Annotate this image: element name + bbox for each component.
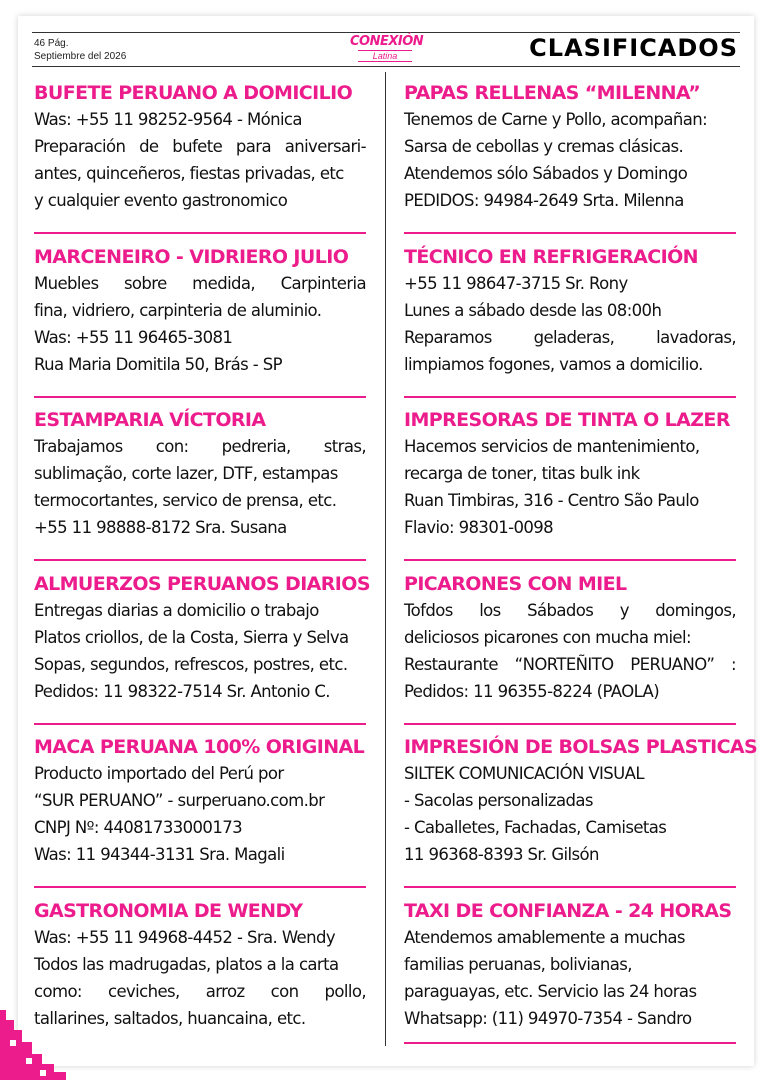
ad-title: IMPRESORAS DE TINTA O LAZER xyxy=(404,409,730,431)
section-title: CLASIFICADOS xyxy=(529,34,738,62)
ad-line: tallarines, saltados, huancaina, etc. xyxy=(34,1008,306,1028)
ad-line: CNPJ Nº: 44081733000173 xyxy=(34,818,243,837)
ad-separator xyxy=(404,1042,736,1044)
ad-line: Entregas diarias a domicilio o trabajo xyxy=(34,600,319,620)
classified-ad xyxy=(34,734,366,898)
ad-line: Pedidos: 11 96355-8224 (PAOLA) xyxy=(404,681,660,701)
conexion-latina-logo xyxy=(350,34,424,62)
ad-line: Sarsa de cebollas y cremas clásicas. xyxy=(404,137,684,156)
ad-title: MARCENEIRO - VIDRIERO JULIO xyxy=(34,245,349,268)
ad-line: Atendemos amablemente a muchas xyxy=(404,927,685,947)
ad-line: Was: +55 11 98252-9564 - Mónica xyxy=(34,110,302,129)
classified-ad xyxy=(34,407,366,571)
ad-line: SILTEK COMUNICACIÓN VISUAL xyxy=(404,764,644,783)
ad-line: - Sacolas personalizadas xyxy=(404,791,593,810)
ad-line: Was: 11 94344-3131 Sra. Magali xyxy=(34,845,285,864)
ad-line: limpiamos fogones, vamos a domicilio. xyxy=(404,354,703,374)
ad-title: MACA PERUANA 100% ORIGINAL xyxy=(34,736,365,758)
ad-line: Producto importado del Perú por xyxy=(34,764,284,783)
ad-line: Was: +55 11 96465-3081 xyxy=(34,327,233,347)
ad-title: TÉCNICO EN REFRIGERACIÓN xyxy=(404,245,698,268)
ad-line: Restaurante “NORTEÑITO PERUANO” : xyxy=(404,654,736,674)
ad-line: Rua Maria Domitila 50, Brás - SP xyxy=(34,354,283,374)
ad-line: Muebles sobre medida, Carpinteria xyxy=(34,273,366,293)
ad-line: “SUR PERUANO” - surperuano.com.br xyxy=(34,791,325,810)
ad-line: como: ceviches, arroz con pollo, xyxy=(34,981,366,1001)
ad-line: Hacemos servicios de mantenimiento, xyxy=(404,437,700,456)
ad-line: Whatsapp: (11) 94970-7354 - Sandro xyxy=(404,1008,692,1028)
ad-title: IMPRESIÓN DE BOLSAS PLASTICAS xyxy=(404,736,758,758)
ad-line: PEDIDOS: 94984-2649 Srta. Milenna xyxy=(404,191,684,210)
right-column xyxy=(404,80,758,1061)
page-info xyxy=(34,37,126,63)
ad-line: Atendemos sólo Sábados y Domingo xyxy=(404,164,688,183)
ad-separator xyxy=(404,723,736,725)
page-header xyxy=(32,30,740,70)
classified-ad xyxy=(404,80,736,244)
ad-line: Ruan Timbiras, 316 - Centro São Paulo xyxy=(404,491,699,510)
ad-line: Flavio: 98301-0098 xyxy=(404,518,554,537)
ad-line: fina, vidriero, carpinteria de aluminio. xyxy=(34,300,322,320)
ad-line: +55 11 98888-8172 Sra. Susana xyxy=(34,518,287,537)
ad-line: - Caballetes, Fachadas, Camisetas xyxy=(404,818,667,837)
classified-ad xyxy=(404,898,736,1062)
logo-top-text: CONEXIÓN xyxy=(350,34,424,49)
ad-line: y cualquier evento gastronomico xyxy=(34,191,288,210)
ad-line: Lunes a sábado desde las 08:00h xyxy=(404,300,662,320)
ad-title: PICARONES CON MIEL xyxy=(404,572,627,595)
ad-line: Pedidos: 11 98322-7514 Sr. Antonio C. xyxy=(34,681,330,701)
classified-ad xyxy=(404,407,736,571)
left-column xyxy=(34,80,370,1061)
ad-line: Todos las madrugadas, platos a la carta xyxy=(34,954,339,974)
ad-separator xyxy=(34,723,366,725)
ad-line: paraguayas, etc. Servicio las 24 horas xyxy=(404,981,697,1001)
ad-line: Sopas, segundos, refrescos, postres, etc. xyxy=(34,654,348,674)
ad-line: Was: +55 11 94968-4452 - Sra. Wendy xyxy=(34,927,336,947)
header-bottom-rule xyxy=(32,66,740,67)
ad-line: termocortantes, servico de prensa, etc. xyxy=(34,491,337,510)
ad-separator xyxy=(404,886,736,888)
ad-line: Trabajamos con: pedreria, stras, xyxy=(34,437,366,456)
ad-title: TAXI DE CONFIANZA - 24 HORAS xyxy=(404,899,732,922)
logo-bottom-text: Latina xyxy=(358,50,412,62)
ad-title: BUFETE PERUANO A DOMICILIO xyxy=(34,82,353,104)
classified-ad xyxy=(34,244,366,408)
ad-line: 11 96368-8393 Sr. Gilsón xyxy=(404,845,599,864)
ad-line: deliciosos picarones con mucha miel: xyxy=(404,627,691,647)
ad-line: +55 11 98647-3715 Sr. Rony xyxy=(404,273,628,293)
ad-separator xyxy=(34,559,366,561)
classified-ad xyxy=(404,244,736,408)
ad-line: Preparación de bufete para aniversari- xyxy=(34,137,366,156)
classified-ad xyxy=(404,571,736,735)
issue-date: Septiembre del 2026 xyxy=(34,51,127,62)
classified-ad xyxy=(34,80,366,244)
pixel-corner-decoration xyxy=(0,1000,70,1080)
ad-line: sublimação, corte lazer, DTF, estampas xyxy=(34,464,338,483)
ad-separator xyxy=(34,396,366,398)
ad-line: recarga de toner, titas bulk ink xyxy=(404,464,640,483)
ad-separator xyxy=(404,559,736,561)
ad-separator xyxy=(34,886,366,888)
column-divider xyxy=(385,72,386,1046)
ad-line: Reparamos geladeras, lavadoras, xyxy=(404,327,736,347)
ad-title: GASTRONOMIA DE WENDY xyxy=(34,899,303,922)
ad-title: ALMUERZOS PERUANOS DIARIOS xyxy=(34,572,370,595)
ad-separator xyxy=(34,232,366,234)
ad-line: Tofdos los Sábados y domingos, xyxy=(404,600,736,620)
ad-line: Platos criollos, de la Costa, Sierra y Selva xyxy=(34,627,349,647)
classified-ad xyxy=(34,898,366,1062)
ad-separator xyxy=(404,232,736,234)
ad-line: antes, quinceñeros, fiestas privadas, etc xyxy=(34,164,344,183)
ad-title: ESTAMPARIA VÍCTORIA xyxy=(34,409,266,431)
ad-title: PAPAS RELLENAS “MILENNA” xyxy=(404,82,701,104)
ad-line: Tenemos de Carne y Pollo, acompañan: xyxy=(404,110,708,129)
classified-ad xyxy=(404,734,758,898)
classified-ad xyxy=(34,571,370,735)
header-top-rule xyxy=(32,32,740,33)
ad-line: familias peruanas, bolivianas, xyxy=(404,954,632,974)
ad-separator xyxy=(404,396,736,398)
page-number: 46 Pág. xyxy=(34,38,69,49)
